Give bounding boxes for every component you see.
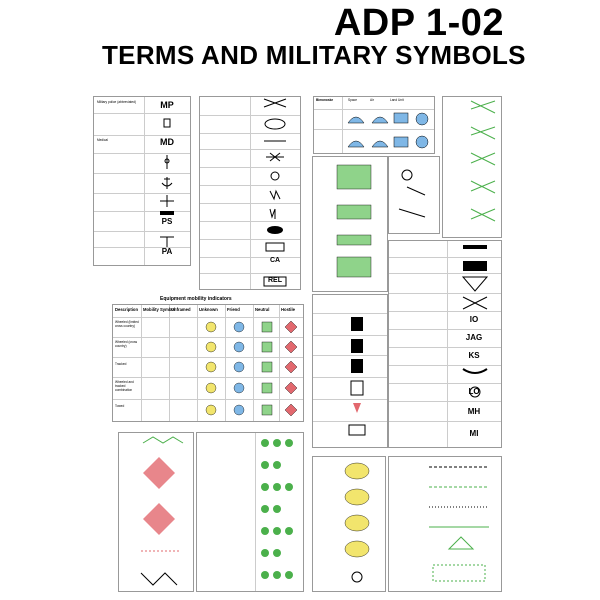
row-wheeled-cross: Wheeled (cross country) — [115, 340, 138, 348]
mobility-frame-icons — [113, 305, 303, 421]
row-wheeled-limited: Wheeled (limited cross country) — [115, 320, 139, 328]
code-lo: LO — [468, 387, 480, 396]
equipment-mobility-table — [112, 304, 304, 422]
code-pa: PA — [161, 247, 173, 256]
equipment-table-heading: Equipment mobility indicators — [160, 296, 232, 302]
black-square-icons — [313, 295, 387, 447]
mechanical-icons — [389, 157, 439, 233]
line-pattern-icons — [389, 457, 501, 591]
green-symbols-panel — [196, 432, 304, 592]
code-ca: CA — [269, 257, 281, 264]
row-towed: Towed — [115, 404, 125, 408]
code-ks: KS — [468, 351, 480, 360]
header-air: Air — [370, 98, 374, 102]
obstacle-panel — [118, 432, 194, 592]
equipment-symbols-panel — [312, 156, 388, 292]
code-mh: MH — [467, 407, 481, 416]
col-mobility: Mobility Symbol — [143, 307, 176, 312]
obstacle-icons — [119, 433, 193, 591]
row-combo: Wheeled and tracked combination — [115, 380, 134, 392]
center-symbols-panel — [199, 96, 301, 290]
col-unframed: Unframed — [171, 307, 191, 312]
crossing-line-icons — [443, 97, 501, 237]
header-land-unit: Land Unit — [390, 98, 404, 102]
document-subtitle: TERMS AND MILITARY SYMBOLS — [102, 40, 526, 70]
code-rel: REL — [268, 277, 282, 284]
lines-panel — [388, 456, 502, 592]
header-space: Space — [348, 98, 358, 102]
yellow-ellipse-icons — [313, 457, 385, 591]
black-square-panel — [312, 294, 388, 448]
code-ps: PS — [161, 217, 173, 226]
col-unknown: Unknown — [199, 307, 218, 312]
document-title: ADP 1-02 — [333, 2, 504, 44]
col-hostile: Hostile — [281, 307, 295, 312]
code-mi: MI — [469, 429, 479, 438]
function-codes-panel — [388, 240, 502, 448]
unit-codes-panel — [93, 96, 191, 266]
green-equipment-icons — [313, 157, 387, 291]
col-friend: Friend — [227, 307, 240, 312]
unit-symbol-icons — [94, 97, 190, 265]
right-edge-panel — [442, 96, 502, 238]
function-icons — [389, 241, 501, 447]
col-neutral: Neutral — [255, 307, 270, 312]
code-mp: MP — [160, 100, 174, 110]
row-label: Medical — [97, 138, 108, 142]
equipment-mid-panel — [388, 156, 440, 234]
code-md: MD — [160, 137, 174, 147]
domain-symbols-panel — [313, 96, 435, 154]
col-description: Description — [115, 307, 139, 312]
domain-colored-icons — [314, 97, 434, 153]
yellow-symbols-panel — [312, 456, 386, 592]
code-io: IO — [469, 315, 479, 324]
header-bimonoske: Bimonoske — [316, 98, 334, 102]
row-label: Military police (abbreviated) — [97, 100, 136, 104]
code-jag: JAG — [465, 333, 483, 342]
green-circle-icons — [197, 433, 303, 591]
row-tracked: Tracked — [115, 362, 127, 366]
